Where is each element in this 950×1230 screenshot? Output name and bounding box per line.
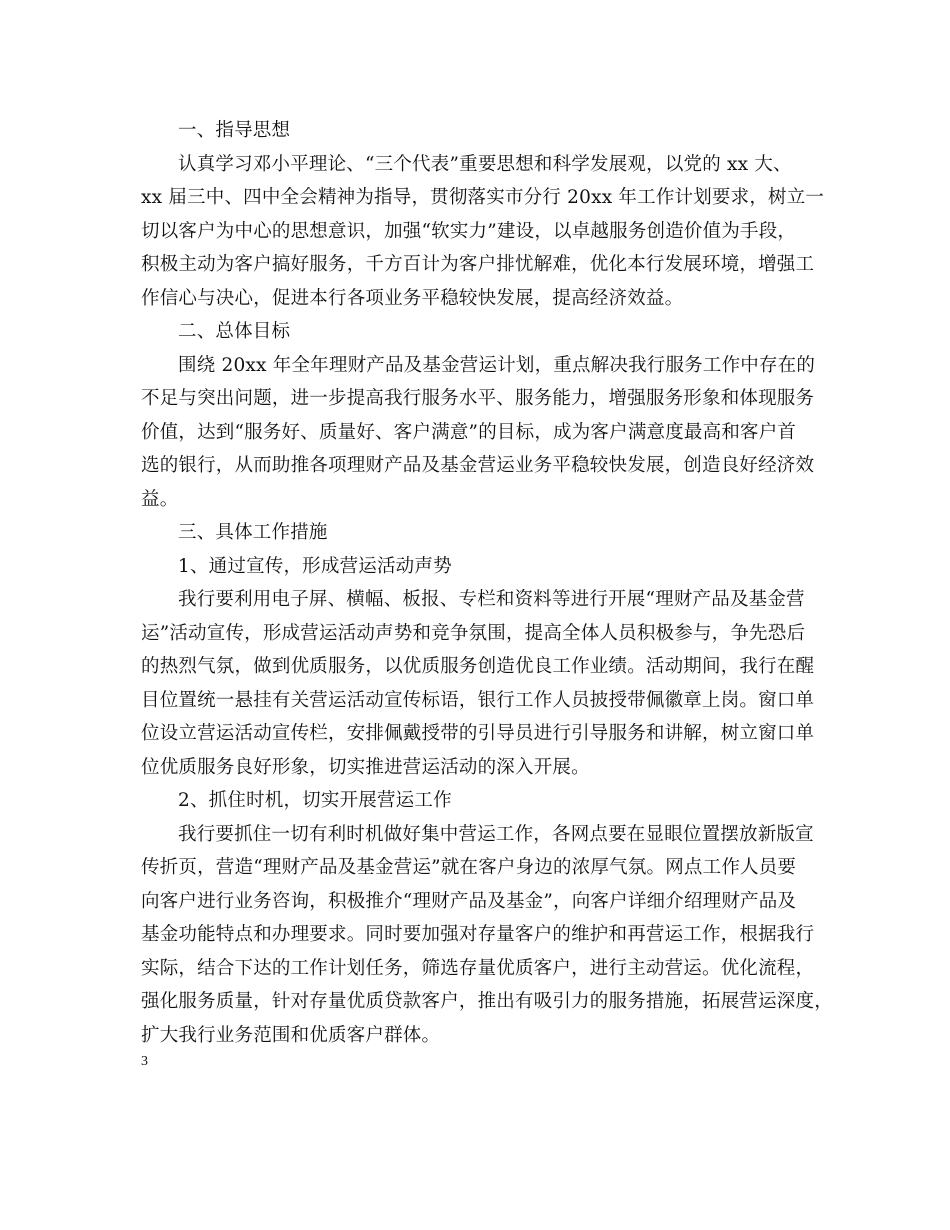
text-line: 强化服务质量，针对存量优质贷款客户，推出有吸引力的服务措施，拓展营运深度， [141, 991, 833, 1012]
text-line: 1、通过宣传，形成营运活动声势 [178, 555, 452, 577]
document-body [141, 114, 833, 1052]
text-line: xx 届三中、四中全会精神为指导，贯彻落实市分行 20xx 年工作计划要求，树立一 [141, 187, 825, 208]
text-line: 2、抓住时机，切实开展营运工作 [178, 790, 452, 811]
text-line: 选的银行，从而助推各项理财产品及基金营运业务平稳较快发展，创造良好经济效 [141, 455, 815, 476]
page-number: 3 [141, 1054, 148, 1069]
text-line: 一、指导思想 [178, 120, 291, 141]
text-line: 我行要利用电子屏、横幅、板报、专栏和资料等进行开展“理财产品及基金营 [178, 589, 805, 610]
text-line: 扩大我行业务范围和优质客户群体。 [141, 1024, 441, 1046]
text-line: 传折页，营造“理财产品及基金营运”就在客户身边的浓厚气氛。网点工作人员要 [141, 857, 797, 878]
text-line: 切以客户为中心的思想意识，加强“软实力”建设，以卓越服务创造价值为手段， [141, 220, 797, 242]
text-line: 目位置统一悬挂有关营运活动宣传标语，银行工作人员披授带佩徽章上岗。窗口单 [141, 689, 815, 711]
text-line: 不足与突出问题，进一步提高我行服务水平、服务能力，增强服务形象和体现服务 [141, 388, 815, 409]
text-line: 位优质服务良好形象，切实推进营运活动的深入开展。 [141, 756, 590, 778]
text-line: 益。 [141, 488, 179, 510]
text-line: 价值，达到“服务好、质量好、客户满意”的目标，成为客户满意度最高和客户首 [141, 421, 797, 443]
text-line: 积极主动为客户搞好服务，千方百计为客户排忧解难，优化本行发展环境，增强工 [141, 254, 815, 275]
text-line: 三、具体工作措施 [178, 522, 328, 543]
text-line: 作信心与决心，促进本行各项业务平稳较快发展，提高经济效益。 [141, 287, 684, 309]
text-line: 向客户进行业务咨询，积极推介“理财产品及基金”，向客户详细介绍理财产品及 [141, 890, 797, 912]
text-line: 运”活动宣传，形成营运活动声势和竞争氛围，提高全体人员积极参与，争先恐后 [141, 622, 806, 644]
text-line: 围绕 20xx 年全年理财产品及基金营运计划，重点解决我行服务工作中存在的 [178, 354, 816, 376]
text-line: 二、总体目标 [178, 321, 291, 342]
text-line: 的热烈气氛，做到优质服务，以优质服务创造优良工作业绩。活动期间，我行在醒 [141, 656, 815, 677]
text-line: 实际，结合下达的工作计划任务，筛选存量优质客户，进行主动营运。优化流程， [141, 957, 815, 979]
text-line: 基金功能特点和办理要求。同时要加强对存量客户的维护和再营运工作，根据我行 [141, 924, 815, 945]
text-line: 认真学习邓小平理论、“三个代表”重要思想和科学发展观，以党的 xx 大、 [178, 153, 792, 175]
text-line: 我行要抓住一切有利时机做好集中营运工作，各网点要在显眼位置摆放新版宣 [178, 823, 814, 845]
text-line: 位设立营运活动宣传栏，安排佩戴授带的引导员进行引导服务和讲解，树立窗口单 [141, 723, 815, 744]
